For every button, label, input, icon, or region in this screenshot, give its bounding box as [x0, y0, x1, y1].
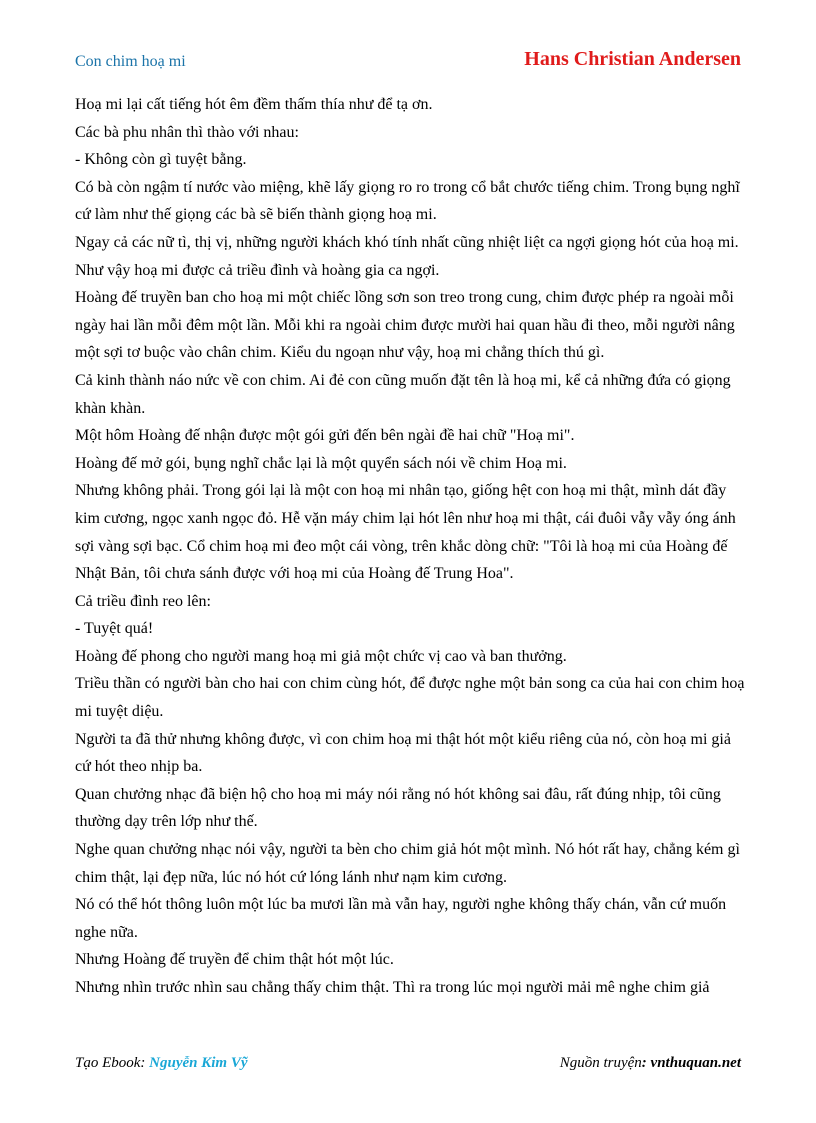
creator-name: Nguyễn Kim Vỹ: [149, 1055, 248, 1071]
paragraph: Ngay cả các nữ tì, thị vị, những người khách khó tính nhất cũng nhiệt liệt ca ngợi giọng hót của hoạ mi.: [75, 233, 739, 251]
paragraph: Có bà còn ngậm tí nước vào miệng, khẽ lấy giọng ro ro trong cổ bắt chước tiếng chim. Trong bụng nghĩ cứ làm như thế giọng các bà sẽ biến thành giọng hoạ mi.: [75, 178, 740, 224]
page-header: [75, 48, 741, 78]
paragraph: Một hôm Hoàng đế nhận được một gói gửi đến bên ngài đề hai chữ "Hoạ mi".: [75, 427, 575, 445]
author-name: Hans Christian Andersen: [524, 48, 741, 70]
paragraph: Nhưng Hoàng đế truyền để chim thật hót một lúc.: [75, 951, 394, 969]
creator-separator: :: [140, 1055, 150, 1071]
paragraph: Hoàng đế truyền ban cho hoạ mi một chiếc lồng sơn son treo trong cung, chim được phép ra ngoài mỗi ngày hai lần mỗi đêm một lần. Mỗi khi ra ngoài chim được mười hai quan hầu đi theo, mỗi người nâng một sợi tơ buộc vào chân chim. Kiểu du ngoạn như vậy, hoạ mi chẳng thích thú gì.: [75, 289, 735, 362]
page-footer: [75, 1055, 741, 1077]
body-text: [75, 91, 745, 1002]
book-title: Con chim hoạ mi: [75, 53, 186, 70]
paragraph: Như vậy hoạ mi được cả triều đình và hoàng gia ca ngợi.: [75, 261, 440, 279]
paragraph: Nhưng không phải. Trong gói lại là một con hoạ mi nhân tạo, giống hệt con hoạ mi thật, mình dát đầy kim cương, ngọc xanh ngọc đỏ. Hễ vặn máy chim lại hót lên như hoạ mi thật, cái đuôi vẫy vẫy óng ánh sợi vàng sợi bạc. Cổ chim hoạ mi đeo một cái vòng, trên khắc dòng chữ: "Tôi là hoạ mi của Hoàng đế Nhật Bản, tôi chưa sánh được với hoạ mi của Hoàng đế Trung Hoa".: [75, 482, 736, 583]
paragraph: Người ta đã thử nhưng không được, vì con chim hoạ mi thật hót một kiểu riêng của nó, còn hoạ mi giả cứ hót theo nhịp ba.: [75, 730, 731, 776]
paragraph: Nghe quan chưởng nhạc nói vậy, người ta bèn cho chim giả hót một mình. Nó hót rất hay, chẳng kém gì chim thật, lại đẹp nữa, lúc nó hót cứ lóng lánh như nạm kim cương.: [75, 841, 740, 886]
source-separator: :: [641, 1055, 651, 1071]
source-label: Nguồn truyện: [559, 1055, 642, 1071]
paragraph: Triều thần có người bàn cho hai con chim cùng hót, để được nghe một bản song ca của hai con chim hoạ mi tuyệt diệu.: [75, 675, 745, 721]
paragraph: Cả triều đình reo lên:: [75, 592, 211, 610]
ebook-credit: [75, 1055, 248, 1072]
source-credit: [560, 1055, 741, 1072]
paragraph: - Không còn gì tuyệt bằng.: [75, 151, 247, 169]
paragraph: Cả kinh thành náo nức về con chim. Ai đẻ con cũng muốn đặt tên là hoạ mi, kể cả những đứa có giọng khàn khàn.: [75, 371, 731, 417]
source-name: vnthuquan.net: [650, 1055, 741, 1071]
paragraph: Nhưng nhìn trước nhìn sau chẳng thấy chim thật. Thì ra trong lúc mọi người mải mê nghe chim giả: [75, 979, 710, 996]
paragraph: Quan chưởng nhạc đã biện hộ cho hoạ mi máy nói rằng nó hót không sai đâu, rất đúng nhịp, tôi cũng thường dạy trên lớp như thế.: [75, 785, 721, 831]
paragraph: - Tuyệt quá!: [75, 620, 154, 638]
paragraph: Các bà phu nhân thì thào với nhau:: [75, 123, 299, 141]
paragraph: Hoạ mi lại cất tiếng hót êm đềm thấm thía như để tạ ơn.: [75, 96, 433, 113]
paragraph: Nó có thể hót thông luôn một lúc ba mươi lần mà vẫn hay, người nghe không thấy chán, vẫn cứ muốn nghe nữa.: [75, 896, 727, 941]
creator-label: Tạo Ebook: [75, 1055, 141, 1071]
paragraph: Hoàng đế mở gói, bụng nghĩ chắc lại là một quyển sách nói về chim Hoạ mi.: [75, 454, 567, 472]
paragraph: Hoàng đế phong cho người mang hoạ mi giả một chức vị cao và ban thưởng.: [75, 647, 567, 665]
